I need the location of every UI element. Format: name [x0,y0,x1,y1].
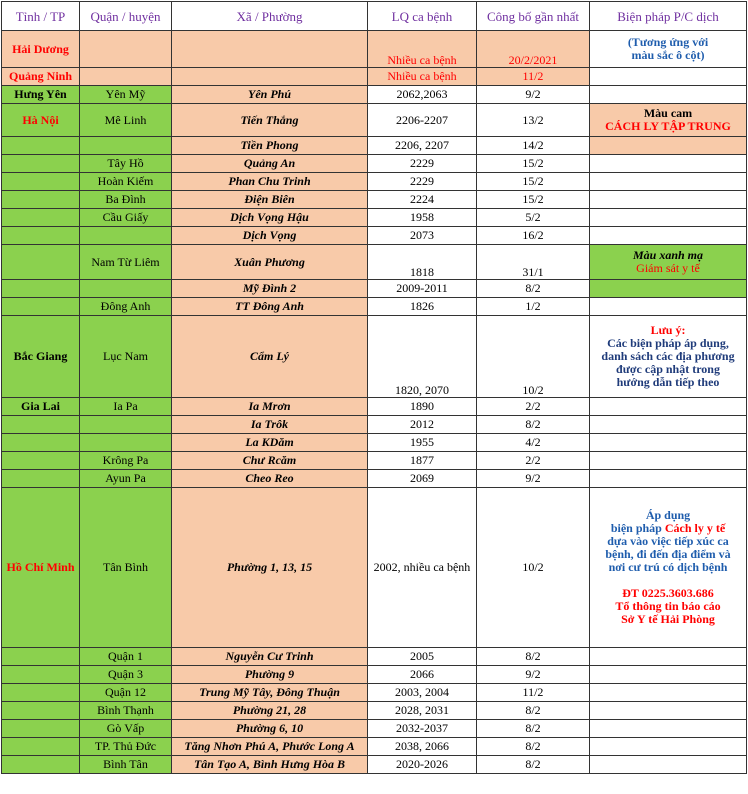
table-row [2,280,747,298]
table-row [2,227,747,245]
province-cell: Hưng Yên [2,86,80,104]
date-cell: 15/2 [477,155,590,173]
header-date: Công bố gần nhất [477,2,590,31]
ward-cell: Tăng Nhơn Phú A, Phước Long A [172,738,368,756]
cases-cell: 2062,2063 [368,86,477,104]
district-cell: Lục Nam [80,316,172,398]
date-cell: 2/2 [477,452,590,470]
province-cell [2,738,80,756]
note-empty [590,452,747,470]
note-green-fill [590,280,747,298]
table-row [2,434,747,452]
date-cell: 1/2 [477,298,590,316]
province-cell [2,137,80,155]
note-correspond: (Tương ứng với màu sắc ô cột) [590,31,747,68]
date-cell: 15/2 [477,191,590,209]
cases-cell: 1955 [368,434,477,452]
header-measures: Biện pháp P/C dịch [590,2,747,31]
ward-cell: Tiền Phong [172,137,368,155]
note-empty [590,666,747,684]
note-empty [590,648,747,666]
table-row [2,31,747,68]
cases-cell: 2224 [368,191,477,209]
district-cell: Tân Bình [80,488,172,648]
date-cell: 11/2 [477,68,590,86]
date-cell: 13/2 [477,104,590,137]
district-cell: Quận 1 [80,648,172,666]
province-cell [2,209,80,227]
cases-cell: Nhiều ca bệnh [368,31,477,68]
date-cell: 8/2 [477,738,590,756]
date-cell: 31/1 [477,245,590,280]
date-cell: 2/2 [477,398,590,416]
province-cell: Hồ Chí Minh [2,488,80,648]
district-cell: Đông Anh [80,298,172,316]
table-row [2,245,747,280]
cases-cell: 1820, 2070 [368,316,477,398]
cases-cell: 1826 [368,298,477,316]
ward-cell: Chư Rcăm [172,452,368,470]
district-cell: Bình Thạnh [80,702,172,720]
province-cell [2,684,80,702]
date-cell: 8/2 [477,416,590,434]
cases-cell: 1818 [368,245,477,280]
district-cell: Ba Đình [80,191,172,209]
table-row [2,209,747,227]
table-row [2,756,747,774]
header-cases: LQ ca bệnh [368,2,477,31]
cases-cell: 2003, 2004 [368,684,477,702]
note-empty [590,738,747,756]
note-empty [590,434,747,452]
cases-cell: 1958 [368,209,477,227]
note-empty [590,398,747,416]
ward-cell: Xuân Phương [172,245,368,280]
date-cell: 8/2 [477,280,590,298]
ward-cell: Ia Trôk [172,416,368,434]
table-row [2,173,747,191]
table-row [2,68,747,86]
ward-cell: Nguyễn Cư Trinh [172,648,368,666]
cases-cell: 1890 [368,398,477,416]
ward-cell: Ia Mrơn [172,398,368,416]
note-empty [590,470,747,488]
district-cell [80,137,172,155]
note-empty [590,720,747,738]
ward-cell: Cheo Reo [172,470,368,488]
province-cell [2,191,80,209]
district-cell: Ia Pa [80,398,172,416]
header-ward: Xã / Phường [172,2,368,31]
ward-cell: Cẩm Lý [172,316,368,398]
ward-cell: Điện Biên [172,191,368,209]
district-cell [80,31,172,68]
date-cell: 20/2/2021 [477,31,590,68]
header-row [2,2,747,31]
outbreak-table [1,1,747,774]
note-empty [590,702,747,720]
province-cell [2,666,80,684]
note-orange: Màu cam CÁCH LY TẬP TRUNG [590,104,747,137]
ward-cell [172,68,368,86]
district-cell: Bình Tân [80,756,172,774]
date-cell: 9/2 [477,666,590,684]
cases-cell: 2012 [368,416,477,434]
cases-cell: 2206-2207 [368,104,477,137]
table-row [2,155,747,173]
cases-cell: 2009-2011 [368,280,477,298]
note-empty [590,68,747,86]
district-cell: Nam Từ Liêm [80,245,172,280]
note-empty [590,416,747,434]
district-cell [80,227,172,245]
province-cell [2,227,80,245]
date-cell: 8/2 [477,756,590,774]
table-row [2,137,747,155]
cases-cell: 2069 [368,470,477,488]
date-cell: 8/2 [477,720,590,738]
date-cell: 10/2 [477,488,590,648]
date-cell: 9/2 [477,86,590,104]
cases-cell: 2229 [368,155,477,173]
note-empty [590,155,747,173]
table-row [2,684,747,702]
table-row [2,316,747,398]
date-cell: 5/2 [477,209,590,227]
cases-cell: Nhiều ca bệnh [368,68,477,86]
district-cell [80,280,172,298]
table-row [2,398,747,416]
table-row [2,104,747,137]
ward-cell: TT Đông Anh [172,298,368,316]
province-cell [2,702,80,720]
cases-cell: 1877 [368,452,477,470]
note-caution: Lưu ý: Các biện pháp áp dụng, danh sách các địa phương được cập nhật trong hướng dẫn tiếp theo [590,316,747,398]
province-cell [2,173,80,191]
table-row [2,191,747,209]
district-cell [80,68,172,86]
ward-cell: Phường 1, 13, 15 [172,488,368,648]
table-row [2,452,747,470]
date-cell: 4/2 [477,434,590,452]
note-empty [590,209,747,227]
ward-cell: Phường 6, 10 [172,720,368,738]
district-cell: TP. Thủ Đức [80,738,172,756]
header-province: Tỉnh / TP [2,2,80,31]
note-empty [590,684,747,702]
ward-cell [172,31,368,68]
ward-cell: Quảng An [172,155,368,173]
district-cell: Yên Mỹ [80,86,172,104]
cases-cell: 2206, 2207 [368,137,477,155]
table-row [2,738,747,756]
cases-cell: 2229 [368,173,477,191]
province-cell [2,245,80,280]
province-cell: Hà Nội [2,104,80,137]
province-cell [2,298,80,316]
province-cell [2,452,80,470]
note-empty [590,191,747,209]
district-cell: Tây Hồ [80,155,172,173]
province-cell [2,280,80,298]
table-row [2,298,747,316]
district-cell: Cầu Giấy [80,209,172,227]
cases-cell: 2066 [368,666,477,684]
table-row [2,470,747,488]
province-cell [2,416,80,434]
date-cell: 16/2 [477,227,590,245]
district-cell [80,416,172,434]
table-row [2,416,747,434]
table-row [2,666,747,684]
province-cell [2,756,80,774]
ward-cell: Phường 9 [172,666,368,684]
date-cell: 11/2 [477,684,590,702]
note-empty [590,173,747,191]
note-orange-fill [590,137,747,155]
district-cell: Ayun Pa [80,470,172,488]
ward-cell: Trung Mỹ Tây, Đông Thuận [172,684,368,702]
province-cell [2,155,80,173]
district-cell [80,434,172,452]
header-district: Quận / huyện [80,2,172,31]
cases-cell: 2028, 2031 [368,702,477,720]
date-cell: 15/2 [477,173,590,191]
province-cell: Hải Dương [2,31,80,68]
table-row [2,702,747,720]
ward-cell: Mỹ Đình 2 [172,280,368,298]
cases-cell: 2005 [368,648,477,666]
cases-cell: 2038, 2066 [368,738,477,756]
district-cell: Quận 12 [80,684,172,702]
table-row [2,648,747,666]
cases-cell: 2073 [368,227,477,245]
province-cell [2,720,80,738]
province-cell [2,648,80,666]
note-empty [590,298,747,316]
table-row [2,488,747,648]
ward-cell: Phường 21, 28 [172,702,368,720]
table-row [2,720,747,738]
cases-cell: 2020-2026 [368,756,477,774]
ward-cell: Dịch Vọng [172,227,368,245]
note-empty [590,86,747,104]
date-cell: 10/2 [477,316,590,398]
district-cell: Mê Linh [80,104,172,137]
district-cell: Quận 3 [80,666,172,684]
ward-cell: Tiến Thắng [172,104,368,137]
date-cell: 8/2 [477,702,590,720]
ward-cell: La KDăm [172,434,368,452]
province-cell [2,434,80,452]
cases-cell: 2002, nhiều ca bệnh [368,488,477,648]
district-cell: Gò Vấp [80,720,172,738]
district-cell: Hoàn Kiếm [80,173,172,191]
ward-cell: Phan Chu Trinh [172,173,368,191]
date-cell: 14/2 [477,137,590,155]
note-empty [590,227,747,245]
note-green: Màu xanh mạ Giám sát y tế [590,245,747,280]
note-apply: Áp dụng biện pháp Cách ly y tế dựa vào việc tiếp xúc ca bệnh, đi đến địa điểm và nơi cư trú có dịch bệnh ĐT 0225.3603.686 Tổ thông tin báo cáo Sở Y tế Hải Phòng [590,488,747,648]
date-cell: 8/2 [477,648,590,666]
province-cell: Quảng Ninh [2,68,80,86]
province-cell: Gia Lai [2,398,80,416]
ward-cell: Dịch Vọng Hậu [172,209,368,227]
note-empty [590,756,747,774]
table-row [2,86,747,104]
district-cell: Krông Pa [80,452,172,470]
ward-cell: Yên Phú [172,86,368,104]
province-cell: Bắc Giang [2,316,80,398]
ward-cell: Tân Tạo A, Bình Hưng Hòa B [172,756,368,774]
date-cell: 9/2 [477,470,590,488]
cases-cell: 2032-2037 [368,720,477,738]
province-cell [2,470,80,488]
